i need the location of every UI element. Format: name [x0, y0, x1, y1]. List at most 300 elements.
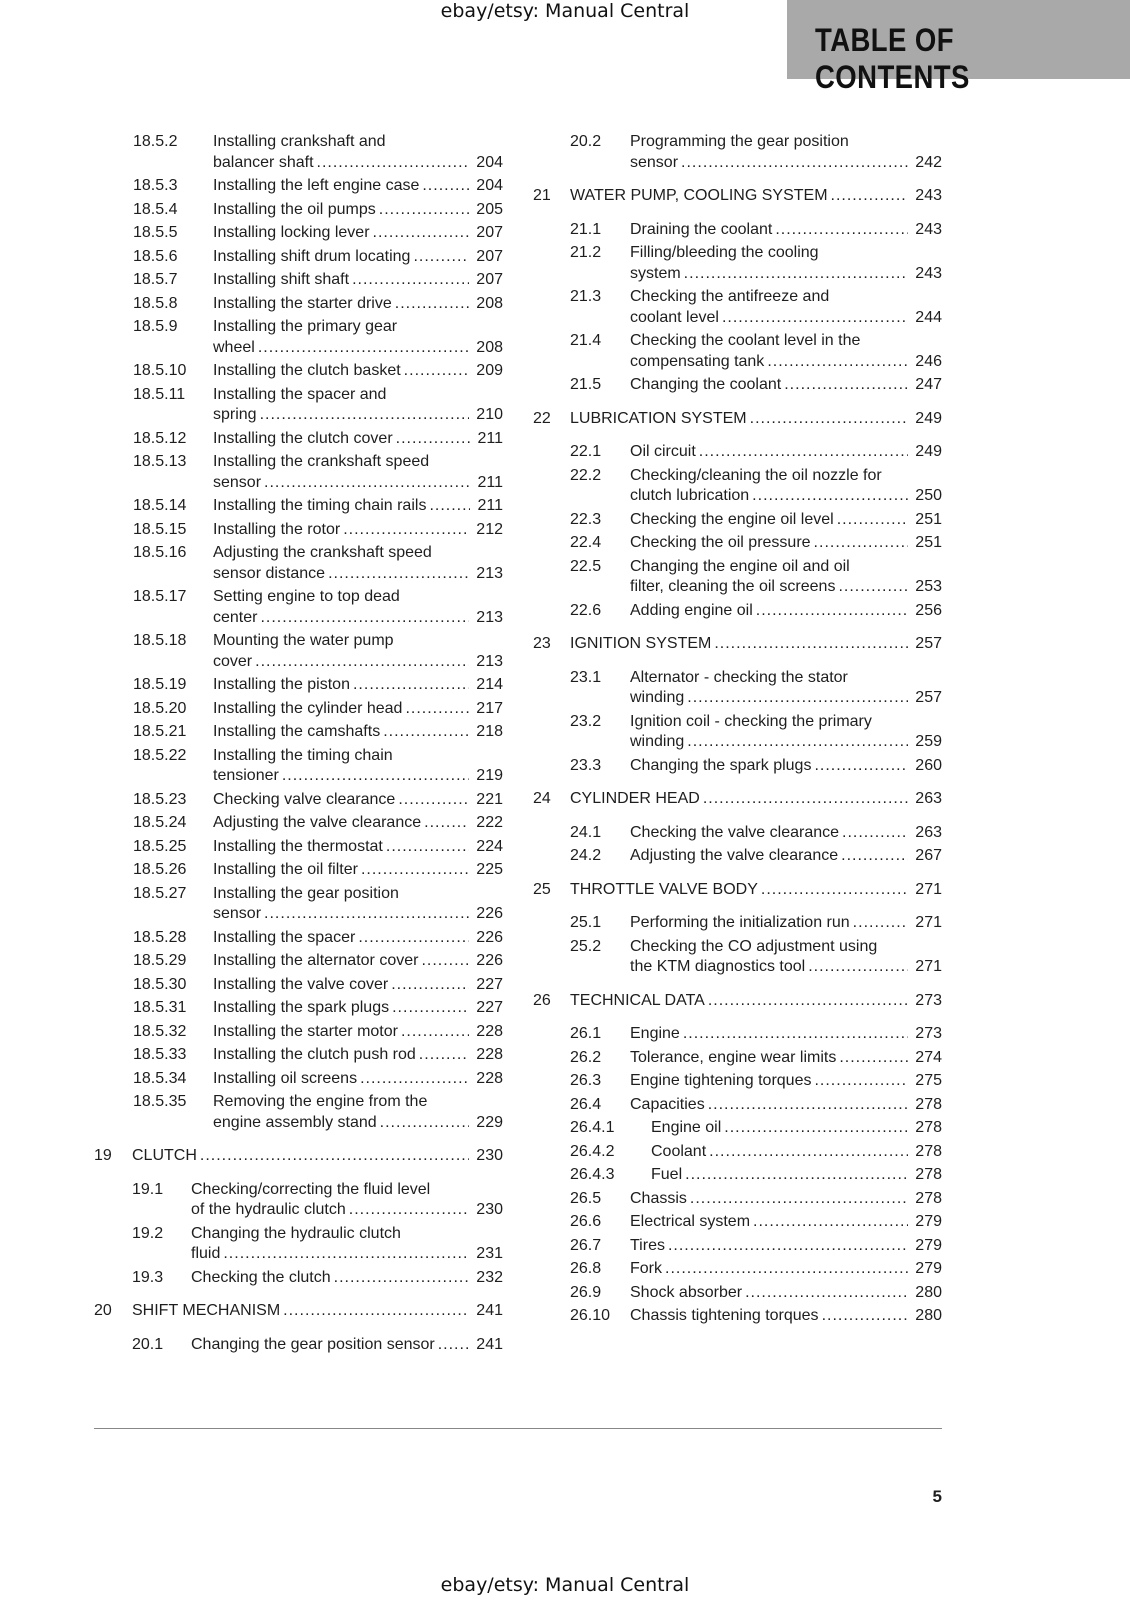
toc-entry-number: 20 [94, 1302, 112, 1319]
toc-entry-page[interactable]: 257 [915, 635, 942, 652]
toc-entry-last-line [630, 846, 942, 867]
toc-entry[interactable] [530, 823, 942, 847]
toc-entry-last-line [191, 1200, 503, 1221]
toc-entry-last-line [630, 220, 942, 241]
toc-entry-number: 18.5.31 [133, 999, 187, 1016]
toc-entry-number: 18.5.10 [133, 362, 187, 379]
toc-entry-title: Installing locking lever [213, 224, 370, 241]
header-banner [787, 0, 1130, 95]
toc-entry-page[interactable]: 278 [915, 1095, 942, 1113]
toc-entry-page[interactable]: 278 [915, 1142, 942, 1160]
toc-entry-page[interactable]: 208 [476, 294, 503, 312]
toc-entry-page[interactable]: 250 [915, 487, 942, 504]
toc-entry[interactable] [90, 813, 503, 837]
toc-entry[interactable] [90, 429, 503, 453]
toc-entry-page[interactable]: 212 [476, 520, 503, 538]
toc-entry-page[interactable]: 249 [915, 443, 942, 460]
toc-entry[interactable] [530, 533, 942, 557]
toc-entry-body [213, 247, 503, 268]
toc-entry-page[interactable]: 211 [477, 497, 503, 514]
toc-entry-body [213, 813, 503, 834]
toc-entry-page[interactable]: 279 [915, 1260, 942, 1277]
toc-entry-title: Installing the valve cover [213, 975, 389, 993]
toc-entry-title: sensor [213, 905, 262, 922]
toc-entry-page[interactable]: 222 [476, 814, 503, 831]
dot-leader [395, 294, 470, 315]
toc-entry-number: 26.8 [570, 1260, 602, 1277]
toc-entry-page[interactable]: 228 [476, 1046, 503, 1063]
toc-entry[interactable] [530, 510, 942, 534]
toc-entry-number: 25 [533, 880, 551, 898]
toc-entry[interactable] [530, 1048, 942, 1072]
toc-entry[interactable] [90, 132, 503, 176]
toc-entry-page[interactable]: 263 [915, 790, 942, 807]
toc-entry[interactable] [90, 951, 503, 975]
toc-entry-title: Coolant [651, 1142, 707, 1160]
toc-entry-last-line [191, 1268, 503, 1289]
toc-entry-page[interactable]: 228 [476, 1022, 503, 1040]
toc-entry-page[interactable]: 230 [476, 1147, 503, 1164]
toc-entry-title: Installing the clutch cover [213, 429, 393, 447]
toc-entry[interactable] [530, 243, 942, 287]
toc-entry-title: Installing the rotor [213, 520, 341, 538]
toc-entry-page[interactable]: 263 [915, 823, 942, 841]
toc-entry[interactable] [530, 789, 942, 813]
toc-entry[interactable] [90, 675, 503, 699]
toc-entry-page[interactable]: 224 [476, 837, 503, 855]
toc-entry-title: Setting engine to top dead [213, 588, 400, 605]
toc-entry[interactable] [530, 913, 942, 937]
toc-entry-last-line [213, 338, 503, 359]
toc-entry-title: cover [213, 652, 253, 670]
toc-entry-last-line [630, 375, 942, 396]
toc-entry[interactable] [530, 1189, 942, 1213]
toc-entry-title: engine assembly stand [213, 1113, 377, 1131]
toc-entry[interactable] [90, 176, 503, 200]
toc-entry-page[interactable]: 219 [476, 767, 503, 784]
toc-entry-title: the KTM diagnostics tool [630, 958, 806, 975]
toc-entry-page[interactable]: 243 [915, 220, 942, 238]
toc-entry-title: Checking the valve clearance [630, 823, 840, 841]
toc-entry-page[interactable]: 249 [915, 409, 942, 427]
toc-entry-page[interactable]: 243 [915, 264, 942, 282]
toc-entry-page[interactable]: 231 [476, 1245, 503, 1262]
toc-entry-body [630, 1283, 942, 1304]
toc-entry-page[interactable]: 279 [915, 1236, 942, 1254]
toc-entry[interactable] [90, 790, 503, 814]
toc-entry-title: fluid [191, 1245, 221, 1262]
toc-entry-body [630, 668, 942, 709]
toc-entry-title: Checking the clutch [191, 1268, 331, 1286]
toc-entry[interactable] [90, 587, 503, 631]
toc-entry-last-line [630, 533, 942, 554]
toc-entry[interactable] [530, 1071, 942, 1095]
toc-entry-body [630, 913, 942, 934]
toc-entry-number: 18.5.19 [133, 676, 187, 693]
toc-entry-title: Programming the gear position [630, 133, 849, 150]
toc-entry[interactable] [90, 860, 503, 884]
toc-entry-last-line [213, 223, 503, 244]
toc-entry-page[interactable]: 260 [915, 756, 942, 774]
toc-entry-page[interactable]: 208 [476, 338, 503, 356]
toc-entry-title: WATER PUMP, COOLING SYSTEM [570, 187, 828, 204]
toc-entry[interactable] [530, 375, 942, 399]
toc-entry[interactable] [530, 991, 942, 1015]
toc-entry-page[interactable]: 225 [476, 861, 503, 878]
toc-entry-title: Installing the spacer and [213, 385, 387, 403]
toc-entry-body [213, 361, 503, 382]
toc-entry-body [132, 1301, 503, 1322]
toc-entry-page[interactable]: 257 [915, 689, 942, 706]
toc-entry-body [213, 1045, 503, 1066]
toc-entry-number: 18.5.8 [133, 294, 178, 312]
toc-entry-number: 18.5.26 [133, 861, 187, 878]
toc-entry[interactable] [90, 1180, 503, 1224]
toc-entry-page[interactable]: 243 [915, 187, 942, 204]
toc-entry-title: clutch lubrication [630, 487, 750, 504]
toc-entry-page[interactable]: 221 [476, 790, 503, 808]
toc-entry[interactable] [530, 409, 942, 433]
toc-entry-body [630, 1306, 942, 1327]
toc-entry-title: Fork [630, 1260, 662, 1277]
toc-entry-title: Installing crankshaft and [213, 133, 386, 150]
toc-entry-body [213, 132, 503, 173]
toc-entry[interactable] [90, 1301, 503, 1325]
toc-entry-title: Installing the crankshaft speed [213, 453, 430, 470]
toc-entry[interactable] [530, 287, 942, 331]
dot-leader [668, 1236, 908, 1257]
toc-entry[interactable] [90, 1146, 503, 1170]
toc-entry-last-line [213, 652, 503, 673]
toc-entry-page[interactable]: 251 [915, 534, 942, 551]
toc-entry-last-line [213, 294, 503, 315]
toc-entry[interactable] [90, 294, 503, 318]
toc-entry[interactable] [530, 1095, 942, 1119]
toc-entry-number: 18.5.20 [133, 699, 187, 717]
toc-entry-number: 26.4.2 [570, 1142, 615, 1160]
toc-entry[interactable] [90, 317, 503, 361]
toc-entry[interactable] [530, 937, 942, 981]
toc-entry-last-line [651, 1165, 942, 1186]
toc-entry[interactable] [90, 998, 503, 1022]
dot-leader [260, 608, 469, 629]
toc-entry-body [630, 1189, 942, 1210]
toc-entry-number: 26.4.1 [570, 1119, 615, 1136]
toc-entry-last-line [570, 186, 942, 207]
toc-entry[interactable] [90, 385, 503, 429]
toc-entry-last-line [630, 1306, 942, 1327]
toc-entry-page[interactable]: 246 [915, 352, 942, 370]
toc-entry-page[interactable]: 273 [915, 1025, 942, 1042]
toc-entry[interactable] [530, 1165, 942, 1189]
toc-entry-title: IGNITION SYSTEM [570, 635, 712, 652]
toc-entry-page[interactable]: 228 [476, 1069, 503, 1087]
toc-entry-last-line [213, 766, 503, 787]
dot-leader [839, 1048, 908, 1069]
toc-entry[interactable] [530, 1212, 942, 1236]
toc-entry[interactable] [90, 722, 503, 746]
toc-entry-page[interactable]: 230 [476, 1201, 503, 1218]
toc-column-left [90, 132, 503, 1358]
toc-entry-page[interactable]: 211 [477, 473, 503, 491]
toc-entry-body [630, 220, 942, 241]
toc-entry-page[interactable]: 214 [476, 676, 503, 693]
toc-entry-body [630, 466, 942, 507]
dot-leader [260, 405, 470, 426]
dot-leader [814, 1071, 908, 1092]
toc-entry[interactable] [90, 247, 503, 271]
dot-leader [708, 991, 908, 1012]
toc-entry-title: Changing the hydraulic clutch [191, 1224, 401, 1242]
toc-entry[interactable] [90, 1335, 503, 1359]
dot-leader [328, 564, 469, 585]
toc-entry-page[interactable]: 247 [915, 376, 942, 393]
toc-entry-number: 18.5.6 [133, 247, 178, 265]
dot-leader [842, 823, 908, 844]
toc-entry-number: 21.5 [570, 376, 602, 393]
toc-entry-body [213, 699, 503, 720]
toc-entry-title: Removing the engine from the [213, 1093, 428, 1110]
toc-entry[interactable] [530, 1259, 942, 1283]
toc-entry-last-line [630, 732, 942, 753]
toc-entry-last-line [213, 813, 503, 834]
toc-entry[interactable] [90, 452, 503, 496]
toc-entry[interactable] [90, 1069, 503, 1093]
toc-entry-title: Adding engine oil [630, 601, 753, 619]
toc-entry-last-line [213, 790, 503, 811]
dot-leader [405, 699, 469, 720]
toc-entry-page[interactable]: 280 [915, 1307, 942, 1324]
toc-entry-body [630, 601, 942, 622]
toc-entry-page[interactable]: 207 [476, 224, 503, 241]
toc-entry-last-line [651, 1142, 942, 1163]
toc-entry-page[interactable]: 271 [915, 958, 942, 975]
toc-entry-page[interactable]: 278 [915, 1189, 942, 1207]
toc-entry-number: 26.3 [570, 1072, 602, 1089]
dot-leader [421, 951, 469, 972]
toc-entry-page[interactable]: 210 [476, 406, 503, 423]
toc-entry-page[interactable]: 204 [476, 153, 503, 171]
toc-entry-page[interactable]: 229 [476, 1113, 503, 1131]
toc-entry-title: Changing the coolant [630, 376, 782, 393]
toc-entry-page[interactable]: 218 [476, 723, 503, 740]
toc-entry-page[interactable]: 211 [477, 429, 503, 447]
toc-entry-page[interactable]: 242 [915, 153, 942, 171]
toc-entry[interactable] [90, 520, 503, 544]
toc-entry-page[interactable]: 227 [476, 999, 503, 1016]
toc-entry-page[interactable]: 232 [476, 1268, 503, 1286]
toc-entry[interactable] [90, 1224, 503, 1268]
toc-entry-title: center [213, 608, 258, 626]
toc-entry[interactable] [530, 186, 942, 210]
toc-entry-body [630, 1071, 942, 1092]
toc-entry-body [570, 634, 942, 655]
toc-entry[interactable] [90, 361, 503, 385]
toc-entry-number: 18.5.25 [133, 837, 187, 855]
toc-entry[interactable] [90, 746, 503, 790]
toc-entry-page[interactable]: 278 [915, 1119, 942, 1136]
toc-entry-title: Installing the clutch basket [213, 362, 401, 379]
toc-entry[interactable] [530, 1024, 942, 1048]
toc-entry-body [651, 1165, 942, 1186]
toc-entry[interactable] [90, 1092, 503, 1136]
page-number: 5 [932, 1487, 942, 1506]
toc-entry-title: tensioner [213, 767, 279, 784]
toc-entry-page[interactable]: 271 [915, 880, 942, 898]
toc-entry-title: Installing the alternator cover [213, 952, 419, 969]
toc-entry-page[interactable]: 213 [476, 564, 503, 582]
dot-leader [822, 1306, 909, 1327]
toc-entry-body [213, 860, 503, 881]
dot-leader [424, 813, 469, 834]
toc-entry-last-line [630, 1095, 942, 1116]
toc-entry-page[interactable]: 213 [476, 652, 503, 670]
toc-entry-title: Tolerance, engine wear limits [630, 1048, 837, 1066]
toc-entry[interactable] [530, 1118, 942, 1142]
toc-entry-body [213, 837, 503, 858]
dot-leader [438, 1335, 470, 1356]
toc-entry[interactable] [530, 1306, 942, 1330]
toc-entry-body [213, 975, 503, 996]
toc-entry-title: Adjusting the valve clearance [630, 847, 839, 864]
toc-entry-title: Oil circuit [630, 443, 696, 460]
toc-entry-page[interactable]: 213 [476, 608, 503, 626]
toc-entry[interactable] [90, 699, 503, 723]
toc-entry-number: 22 [533, 409, 551, 427]
toc-entry-last-line [630, 957, 942, 978]
toc-entry-page[interactable]: 275 [915, 1072, 942, 1089]
toc-entry[interactable] [90, 1268, 503, 1292]
toc-entry-title: Checking the oil pressure [630, 534, 811, 551]
toc-entry-last-line [213, 176, 503, 197]
toc-entry[interactable] [90, 270, 503, 294]
toc-entry-page[interactable]: 205 [476, 200, 503, 218]
dot-leader [343, 520, 469, 541]
toc-entry-page[interactable]: 209 [476, 362, 503, 379]
toc-entry[interactable] [530, 466, 942, 510]
toc-entry-title: spring [213, 406, 257, 423]
toc-entry-title: Changing the gear position sensor [191, 1335, 435, 1353]
toc-entry[interactable] [90, 200, 503, 224]
toc-entry[interactable] [530, 132, 942, 176]
toc-entry-last-line [213, 405, 503, 426]
toc-entry-page[interactable]: 217 [476, 699, 503, 717]
toc-entry-title: sensor [213, 473, 262, 491]
toc-entry[interactable] [530, 880, 942, 904]
toc-entry[interactable] [530, 1236, 942, 1260]
toc-entry[interactable] [530, 668, 942, 712]
toc-entry[interactable] [530, 557, 942, 601]
toc-entry-page[interactable]: 244 [915, 308, 942, 326]
dot-leader [401, 1022, 469, 1043]
toc-entry-last-line [213, 1069, 503, 1090]
toc-entry-page[interactable]: 273 [915, 991, 942, 1009]
toc-entry[interactable] [530, 634, 942, 658]
toc-entry-body [213, 790, 503, 811]
toc-entry-number: 18.5.27 [133, 884, 187, 902]
dot-leader [708, 1095, 909, 1116]
toc-entry-page[interactable]: 279 [915, 1213, 942, 1230]
toc-entry-body [630, 1212, 942, 1233]
toc-entry-page[interactable]: 241 [476, 1335, 503, 1353]
toc-entry-body [630, 331, 942, 372]
toc-entry-page[interactable]: 207 [476, 271, 503, 288]
toc-entry[interactable] [90, 223, 503, 247]
toc-entry-title: TECHNICAL DATA [570, 991, 705, 1009]
toc-entry-number: 18.5.5 [133, 224, 178, 241]
toc-entry[interactable] [530, 220, 942, 244]
dot-leader [767, 352, 908, 373]
toc-entry[interactable] [90, 975, 503, 999]
toc-entry[interactable] [530, 601, 942, 625]
toc-entry[interactable] [530, 1142, 942, 1166]
toc-entry-page[interactable]: 226 [476, 952, 503, 969]
toc-entry[interactable] [530, 712, 942, 756]
toc-entry[interactable] [90, 928, 503, 952]
toc-entry-last-line [630, 1283, 942, 1304]
toc-entry[interactable] [530, 846, 942, 870]
dot-leader [429, 496, 470, 517]
toc-entry-page[interactable]: 226 [476, 928, 503, 946]
toc-entry-number: 21.3 [570, 288, 602, 305]
toc-entry-body [213, 496, 503, 517]
toc-entry[interactable] [90, 1022, 503, 1046]
toc-entry[interactable] [90, 884, 503, 928]
toc-entry-title: Changing the spark plugs [630, 756, 812, 774]
toc-entry-title: Installing the oil filter [213, 861, 358, 878]
toc-entry-page[interactable]: 274 [915, 1048, 942, 1066]
dot-leader [200, 1146, 469, 1167]
toc-entry-last-line [213, 951, 503, 972]
toc-entry-number: 22.1 [570, 443, 602, 460]
toc-entry-page[interactable]: 227 [476, 975, 503, 993]
toc-entry-title: CLUTCH [132, 1147, 197, 1164]
toc-entry-body [213, 270, 503, 291]
toc-entry[interactable] [530, 331, 942, 375]
toc-entry[interactable] [90, 496, 503, 520]
toc-entry[interactable] [530, 756, 942, 780]
toc-entry-last-line [213, 247, 503, 268]
toc-entry-page[interactable]: 267 [915, 847, 942, 864]
toc-entry-number: 18.5.16 [133, 544, 187, 561]
toc-entry[interactable] [90, 837, 503, 861]
toc-entry[interactable] [90, 631, 503, 675]
dot-leader [722, 308, 908, 329]
toc-entry-page[interactable]: 256 [915, 601, 942, 619]
toc-entry[interactable] [530, 442, 942, 466]
toc-entry-page[interactable]: 280 [915, 1283, 942, 1301]
toc-entry-number: 20.2 [570, 133, 602, 150]
toc-entry-page[interactable]: 226 [476, 905, 503, 922]
toc-entry-body [213, 998, 503, 1019]
toc-entry-page[interactable]: 271 [915, 914, 942, 931]
toc-entry-page[interactable]: 204 [476, 177, 503, 194]
toc-entry-page[interactable]: 278 [915, 1166, 942, 1183]
toc-entry-page[interactable]: 241 [476, 1302, 503, 1319]
dot-leader [838, 577, 908, 598]
toc-entry-body [630, 823, 942, 844]
toc-entry-page[interactable]: 207 [476, 247, 503, 265]
toc-entry[interactable] [90, 543, 503, 587]
dot-leader [687, 732, 908, 753]
toc-entry-page[interactable]: 253 [915, 578, 942, 595]
toc-entry[interactable] [90, 1045, 503, 1069]
toc-entry-number: 18.5.28 [133, 928, 187, 946]
toc-entry-page[interactable]: 251 [915, 510, 942, 528]
toc-entry[interactable] [530, 1283, 942, 1307]
toc-entry-page[interactable]: 259 [915, 733, 942, 750]
toc-entry-body [630, 1259, 942, 1280]
